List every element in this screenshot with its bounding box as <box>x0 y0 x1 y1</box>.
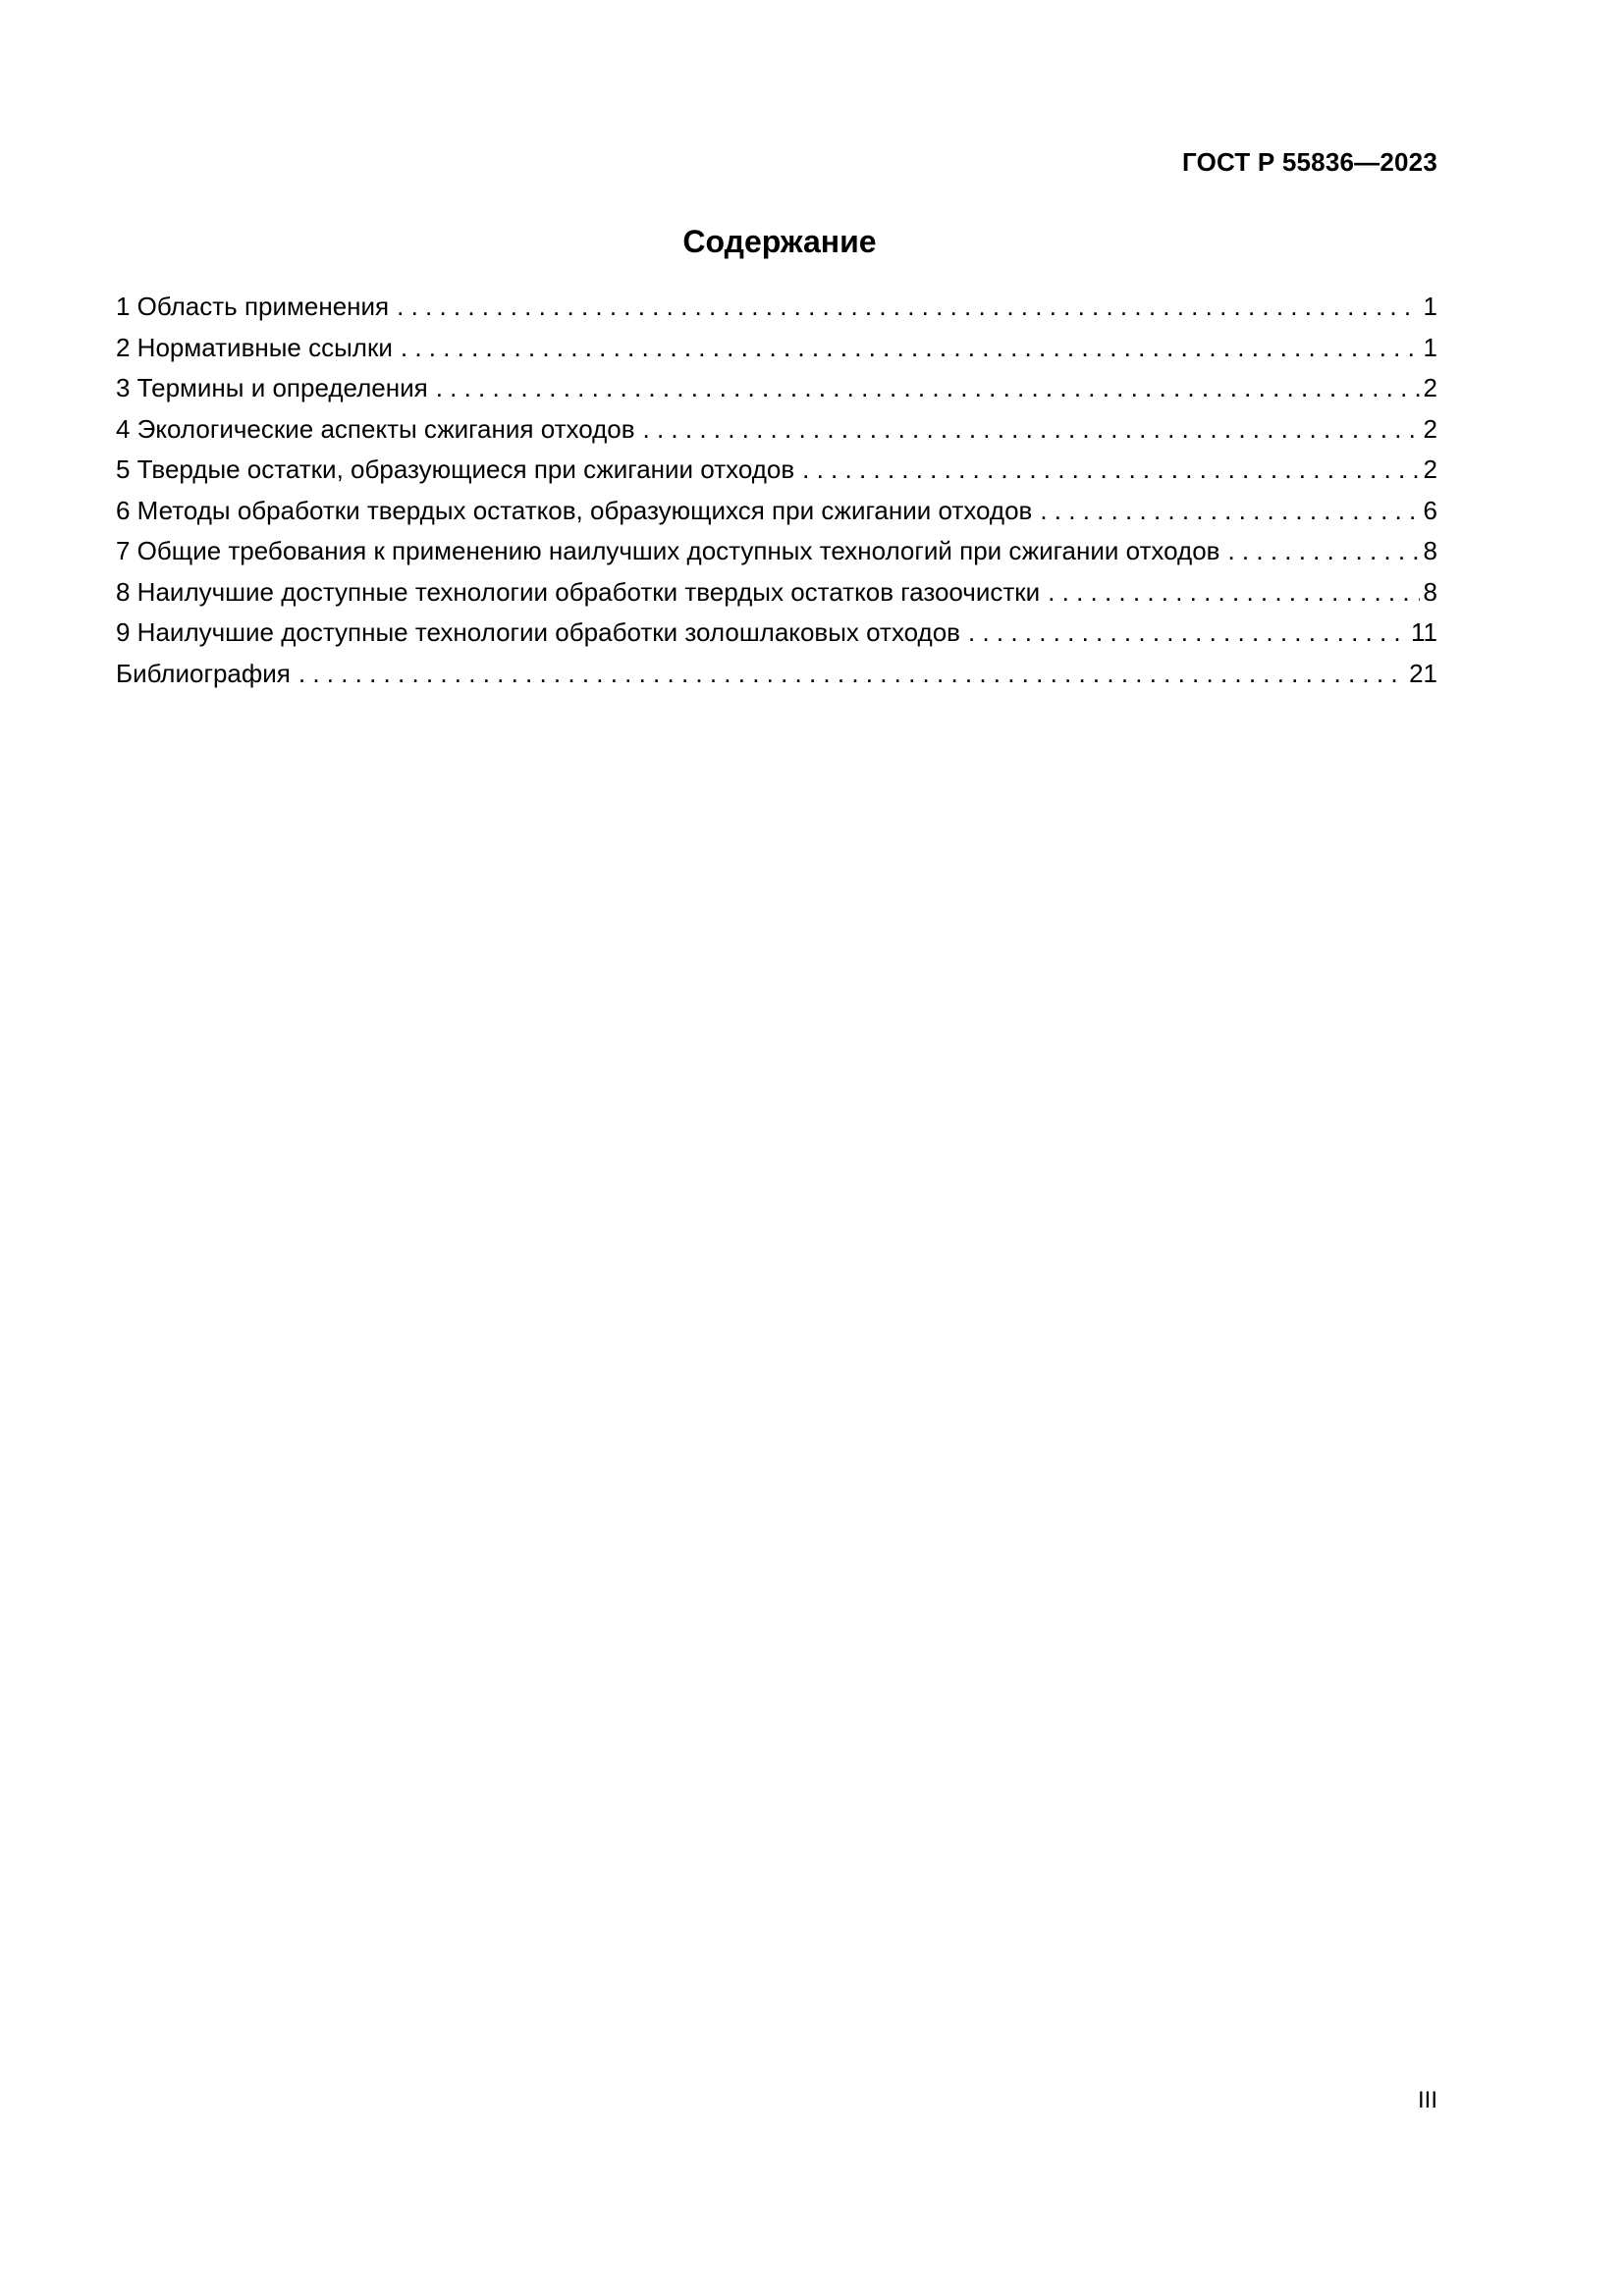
toc-entry-4[interactable] <box>116 409 1437 451</box>
toc-entry-page: 2 <box>1423 454 1437 484</box>
toc-entry-label: 8 Наилучшие доступные технологии обработки твердых остатков газоочистки <box>116 576 1041 607</box>
toc-entry-page: 2 <box>1423 373 1437 402</box>
dot-leader <box>968 613 1407 654</box>
dot-leader <box>298 654 1405 695</box>
page-number: III <box>1417 2087 1437 2113</box>
dot-leader <box>397 287 1419 328</box>
toc-entry-6[interactable] <box>116 491 1437 532</box>
dot-leader <box>802 450 1419 491</box>
toc-title: Содержание <box>682 224 877 259</box>
toc-entry-2[interactable] <box>116 328 1437 369</box>
dot-leader <box>1227 531 1419 572</box>
toc-entry-page: 11 <box>1411 617 1437 647</box>
toc-entry-label: 1 Область применения <box>116 292 390 321</box>
toc-entry-page: 8 <box>1423 536 1437 565</box>
toc-entry-label: 7 Общие требования к применению наилучших доступных технологий при сжигании отходов <box>116 536 1220 565</box>
toc-entry-page: 2 <box>1423 413 1437 444</box>
toc-entry-page: 21 <box>1409 658 1437 688</box>
dot-leader <box>1048 572 1419 614</box>
toc-entry-page: 8 <box>1423 576 1437 607</box>
toc-entry-3[interactable] <box>116 368 1437 409</box>
toc-entry-page: 6 <box>1423 495 1437 525</box>
dot-leader <box>643 409 1420 451</box>
toc-entry-label: 9 Наилучшие доступные технологии обработки золошлаковых отходов <box>116 617 960 647</box>
toc-entry-8[interactable] <box>116 572 1437 614</box>
dot-leader <box>1040 491 1419 532</box>
table-of-contents <box>116 287 1437 694</box>
toc-entry-9[interactable] <box>116 613 1437 654</box>
toc-entry-label: 4 Экологические аспекты сжигания отходов <box>116 413 635 444</box>
toc-entry-label: 5 Твердые остатки, образующиеся при сжигании отходов <box>116 454 795 484</box>
toc-entry-label: Библиография <box>116 658 291 688</box>
toc-entry-7[interactable] <box>116 531 1437 572</box>
toc-entry-label: 3 Термины и определения <box>116 373 428 402</box>
toc-entry-page: 1 <box>1423 332 1437 362</box>
toc-entry-1[interactable] <box>116 287 1437 328</box>
toc-entry-page: 1 <box>1423 292 1437 321</box>
document-code: ГОСТ Р 55836—2023 <box>1182 147 1437 177</box>
toc-entry-5[interactable] <box>116 450 1437 491</box>
toc-entry-label: 6 Методы обработки твердых остатков, образующихся при сжигании отходов <box>116 495 1033 525</box>
dot-leader <box>436 368 1420 409</box>
toc-entry-bibliography[interactable] <box>116 654 1437 695</box>
dot-leader <box>401 328 1420 369</box>
toc-entry-label: 2 Нормативные ссылки <box>116 332 393 362</box>
